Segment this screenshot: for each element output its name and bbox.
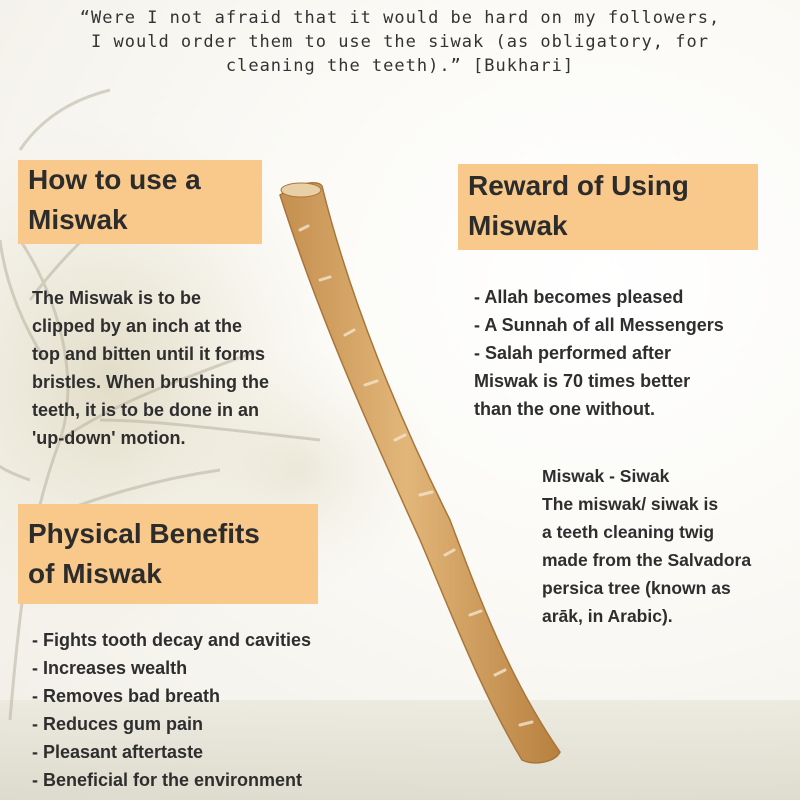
physical-benefits-heading xyxy=(18,504,318,604)
list-item: Miswak is 70 times better xyxy=(474,371,691,391)
list-item: - A Sunnah of all Messengers xyxy=(474,315,724,335)
quote-line: “Were I not afraid that it would be hard on my followers, xyxy=(79,8,721,28)
quote-line: cleaning the teeth).” [Bukhari] xyxy=(225,56,575,76)
list-item: - Increases wealth xyxy=(32,658,188,678)
text-line: 'up-down' motion. xyxy=(32,428,186,448)
list-item: - Allah becomes pleased xyxy=(474,287,684,307)
how-to-use-heading xyxy=(18,160,262,244)
quote-line: I would order them to use the siwak (as obligatory, for xyxy=(91,32,709,52)
text-line: The Miswak is to be xyxy=(32,288,202,308)
list-item: - Reduces gum pain xyxy=(32,714,204,734)
text-line: teeth, it is to be done in an xyxy=(32,400,260,420)
heading-line: Miswak xyxy=(468,210,568,241)
heading-line: of Miswak xyxy=(28,558,162,589)
physical-benefits-list xyxy=(32,626,362,794)
heading-line: Miswak xyxy=(28,204,128,235)
heading-line: Physical Benefits xyxy=(28,518,260,549)
list-item: - Salah performed after xyxy=(474,343,672,363)
text-line: made from the Salvadora xyxy=(542,550,752,570)
text-line: persica tree (known as xyxy=(542,578,731,598)
list-item: - Removes bad breath xyxy=(32,686,221,706)
text-line: top and bitten until it forms xyxy=(32,344,265,364)
info-title: Miswak - Siwak xyxy=(542,466,670,486)
reward-list xyxy=(474,283,774,423)
heading-line: How to use a xyxy=(28,164,201,195)
siwak-info xyxy=(542,462,792,630)
text-line: bristles. When brushing the xyxy=(32,372,270,392)
how-to-use-text xyxy=(32,284,322,452)
list-item: - Pleasant aftertaste xyxy=(32,742,204,762)
list-item: - Fights tooth decay and cavities xyxy=(32,630,312,650)
list-item: - Beneficial for the environment xyxy=(32,770,303,790)
text-line: arāk, in Arabic). xyxy=(542,606,673,626)
text-line: The miswak/ siwak is xyxy=(542,494,719,514)
reward-heading xyxy=(458,164,758,250)
list-item: than the one without. xyxy=(474,399,655,419)
text-line: clipped by an inch at the xyxy=(32,316,243,336)
heading-line: Reward of Using xyxy=(468,170,689,201)
text-line: a teeth cleaning twig xyxy=(542,522,715,542)
